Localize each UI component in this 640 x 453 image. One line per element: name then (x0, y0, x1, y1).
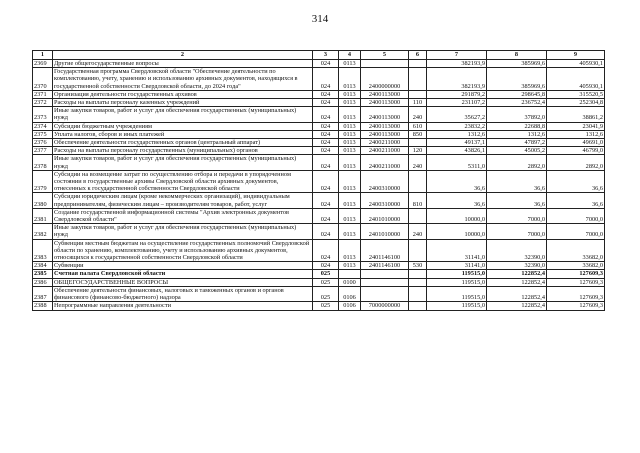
cell-c5 (361, 286, 409, 301)
table-row (33, 286, 605, 301)
table-row (33, 302, 605, 310)
cell-c6 (409, 286, 427, 301)
cell-c3: 024 (313, 60, 339, 68)
header-cell: 3 (313, 51, 339, 60)
cell-n: 2383 (33, 239, 53, 262)
cell-n: 2388 (33, 302, 53, 310)
cell-v8: 122852,4 (487, 270, 547, 278)
cell-c6: 240 (409, 155, 427, 170)
header-cell: 4 (339, 51, 361, 60)
cell-n: 2378 (33, 155, 53, 170)
header-cell: 7 (427, 51, 487, 60)
cell-c4: 0113 (339, 239, 361, 262)
cell-v8: 37892,0 (487, 107, 547, 122)
cell-c6: 240 (409, 107, 427, 122)
cell-v9: 38861,2 (547, 107, 605, 122)
table-row (33, 170, 605, 193)
cell-c4: 0113 (339, 90, 361, 98)
cell-c3: 024 (313, 262, 339, 270)
cell-c3: 024 (313, 99, 339, 107)
cell-c6 (409, 270, 427, 278)
cell-v7: 119515,0 (427, 278, 487, 286)
cell-c3: 024 (313, 155, 339, 170)
cell-c5: 2400310000 (361, 193, 409, 208)
cell-name: Иные закупки товаров, работ и услуг для обеспечения государственных (муниципальных) нужд (53, 107, 313, 122)
cell-c4: 0106 (339, 286, 361, 301)
cell-c3: 025 (313, 286, 339, 301)
header-cell: 8 (487, 51, 547, 60)
cell-name: Уплата налогов, сборов и иных платежей (53, 130, 313, 138)
cell-name: Государственная программа Свердловской области "Обеспечение деятельности по комплектованию, учету, хранению и использованию архивных документов, находящихся в государственной собственности Свердловской области, до 2024 года" (53, 68, 313, 91)
cell-v7: 36,6 (427, 193, 487, 208)
cell-c5: 2400113000 (361, 90, 409, 98)
cell-v9: 49691,0 (547, 139, 605, 147)
cell-n: 2373 (33, 107, 53, 122)
table-row (33, 262, 605, 270)
cell-c5: 2400310000 (361, 170, 409, 193)
cell-name: Субвенции (53, 262, 313, 270)
cell-v8: 36,6 (487, 170, 547, 193)
cell-n: 2384 (33, 262, 53, 270)
cell-name: Иные закупки товаров, работ и услуг для обеспечения государственных (муниципальных) нужд (53, 155, 313, 170)
cell-c3: 025 (313, 270, 339, 278)
cell-c5: 7000000000 (361, 302, 409, 310)
cell-c6 (409, 90, 427, 98)
cell-v9: 33682,0 (547, 239, 605, 262)
cell-v7: 43826,1 (427, 147, 487, 155)
cell-c3: 024 (313, 193, 339, 208)
table-row (33, 139, 605, 147)
cell-name: Субвенции местным бюджетам на осуществление государственных полномочий Свердловской области по хранению, комплектованию, учету и использованию архивных документов, относящихся к государственной собственности Свердловской области (53, 239, 313, 262)
cell-name: Другие общегосударственные вопросы (53, 60, 313, 68)
cell-c6 (409, 278, 427, 286)
cell-n: 2375 (33, 130, 53, 138)
cell-c6 (409, 208, 427, 223)
cell-v8: 122852,4 (487, 286, 547, 301)
cell-c3: 024 (313, 90, 339, 98)
cell-v9: 36,6 (547, 193, 605, 208)
cell-v9: 127609,3 (547, 302, 605, 310)
cell-c3: 025 (313, 302, 339, 310)
cell-v8: 22688,8 (487, 122, 547, 130)
cell-v7: 382193,9 (427, 60, 487, 68)
cell-v8: 298645,8 (487, 90, 547, 98)
cell-name: Непрограммные направления деятельности (53, 302, 313, 310)
cell-name: Субсидии на возмещение затрат по осуществлению отбора и передачи в упорядоченном состоянии в государственные архивы Свердловской области архивных документов, отнесенных к государственной собственности Свердловской области (53, 170, 313, 193)
cell-n: 2377 (33, 147, 53, 155)
cell-v7: 35627,2 (427, 107, 487, 122)
cell-c4: 0100 (339, 278, 361, 286)
cell-v9: 127609,3 (547, 278, 605, 286)
budget-table (32, 50, 605, 311)
cell-name: Счетная палата Свердловской области (53, 270, 313, 278)
cell-c4: 0106 (339, 302, 361, 310)
cell-c4: 0113 (339, 107, 361, 122)
cell-v9: 7000,0 (547, 208, 605, 223)
cell-v7: 5311,0 (427, 155, 487, 170)
header-cell: 5 (361, 51, 409, 60)
cell-v7: 10000,0 (427, 208, 487, 223)
cell-name: Создание государственной информационной системы "Архив электронных документов Свердловской области" (53, 208, 313, 223)
cell-v8: 236752,4 (487, 99, 547, 107)
cell-c4: 0113 (339, 99, 361, 107)
cell-c6: 240 (409, 224, 427, 239)
table-row (33, 270, 605, 278)
cell-n: 2386 (33, 278, 53, 286)
cell-c4: 0113 (339, 139, 361, 147)
cell-c4: 0113 (339, 224, 361, 239)
cell-c5: 2400113000 (361, 130, 409, 138)
cell-name: Расходы на выплаты персоналу казенных учреждений (53, 99, 313, 107)
cell-n: 2381 (33, 208, 53, 223)
cell-c4: 0113 (339, 155, 361, 170)
table-row (33, 155, 605, 170)
table-row (33, 278, 605, 286)
cell-name: ОБЩЕГОСУДАРСТВЕННЫЕ ВОПРОСЫ (53, 278, 313, 286)
cell-name: Организация деятельности государственных архивов (53, 90, 313, 98)
header-cell: 6 (409, 51, 427, 60)
table-row (33, 147, 605, 155)
cell-c6: 850 (409, 130, 427, 138)
cell-c6 (409, 170, 427, 193)
cell-c4: 0113 (339, 262, 361, 270)
cell-v9: 405930,1 (547, 60, 605, 68)
cell-n: 2369 (33, 60, 53, 68)
cell-v7: 31141,0 (427, 262, 487, 270)
cell-v9: 2892,0 (547, 155, 605, 170)
cell-n: 2382 (33, 224, 53, 239)
cell-c6: 110 (409, 99, 427, 107)
cell-v9: 405930,1 (547, 68, 605, 91)
cell-c5: 2401010000 (361, 224, 409, 239)
cell-c4: 0113 (339, 193, 361, 208)
cell-v7: 10000,0 (427, 224, 487, 239)
cell-c3: 024 (313, 170, 339, 193)
cell-v7: 36,6 (427, 170, 487, 193)
table-row (33, 224, 605, 239)
cell-name: Иные закупки товаров, работ и услуг для обеспечения государственных (муниципальных) нужд (53, 224, 313, 239)
cell-v9: 36,6 (547, 170, 605, 193)
cell-name: Субсидии юридическим лицам (кроме некоммерческих организаций), индивидуальным предпринимателям, физическим лицам – производителям товаров, работ, услуг (53, 193, 313, 208)
cell-c4: 0113 (339, 170, 361, 193)
cell-c5: 2400113000 (361, 99, 409, 107)
table-row (33, 208, 605, 223)
cell-n: 2379 (33, 170, 53, 193)
cell-c4: 0113 (339, 208, 361, 223)
table-row (33, 68, 605, 91)
cell-c5: 2401146100 (361, 239, 409, 262)
cell-c5: 2401010000 (361, 208, 409, 223)
cell-c5: 2400113000 (361, 107, 409, 122)
cell-c6 (409, 60, 427, 68)
cell-v7: 119515,0 (427, 286, 487, 301)
cell-c5 (361, 270, 409, 278)
table-row (33, 107, 605, 122)
cell-c3: 024 (313, 139, 339, 147)
cell-v7: 382193,9 (427, 68, 487, 91)
cell-c5 (361, 60, 409, 68)
cell-v9: 23041,9 (547, 122, 605, 130)
cell-c3: 024 (313, 68, 339, 91)
cell-c3: 024 (313, 130, 339, 138)
cell-c5: 2400211000 (361, 147, 409, 155)
cell-v8: 385969,6 (487, 60, 547, 68)
table-row (33, 193, 605, 208)
table-row (33, 60, 605, 68)
header-cell: 9 (547, 51, 605, 60)
cell-c6: 530 (409, 262, 427, 270)
table-body (33, 60, 605, 311)
header-cell: 2 (53, 51, 313, 60)
cell-v8: 32390,0 (487, 262, 547, 270)
cell-c4: 0113 (339, 68, 361, 91)
cell-c3: 024 (313, 239, 339, 262)
cell-c6: 120 (409, 147, 427, 155)
cell-v8: 385969,6 (487, 68, 547, 91)
cell-c4: 0113 (339, 130, 361, 138)
table-row (33, 90, 605, 98)
cell-v8: 2892,0 (487, 155, 547, 170)
cell-n: 2372 (33, 99, 53, 107)
cell-c5: 2400211000 (361, 139, 409, 147)
cell-c6 (409, 239, 427, 262)
cell-v8: 36,6 (487, 193, 547, 208)
cell-c6: 610 (409, 122, 427, 130)
cell-n: 2371 (33, 90, 53, 98)
cell-c5: 2400211000 (361, 155, 409, 170)
cell-v9: 1312,6 (547, 130, 605, 138)
cell-c4: 0113 (339, 147, 361, 155)
cell-v7: 231107,2 (427, 99, 487, 107)
cell-n: 2370 (33, 68, 53, 91)
header-cell: 1 (33, 51, 53, 60)
cell-name: Расходы на выплаты персоналу государственных (муниципальных) органов (53, 147, 313, 155)
cell-n: 2387 (33, 286, 53, 301)
cell-c4: 0113 (339, 122, 361, 130)
cell-n: 2376 (33, 139, 53, 147)
cell-c5 (361, 278, 409, 286)
cell-n: 2380 (33, 193, 53, 208)
cell-c3: 024 (313, 122, 339, 130)
cell-v7: 119515,0 (427, 270, 487, 278)
cell-c3: 025 (313, 278, 339, 286)
cell-n: 2374 (33, 122, 53, 130)
cell-v7: 49137,1 (427, 139, 487, 147)
cell-v9: 315520,5 (547, 90, 605, 98)
cell-v9: 252304,8 (547, 99, 605, 107)
cell-v8: 122852,4 (487, 302, 547, 310)
cell-v7: 23832,2 (427, 122, 487, 130)
cell-c3: 024 (313, 107, 339, 122)
cell-v9: 127609,3 (547, 270, 605, 278)
cell-c6 (409, 139, 427, 147)
header-row (33, 51, 605, 60)
cell-c4: 0113 (339, 60, 361, 68)
cell-c5: 2400000000 (361, 68, 409, 91)
cell-c5: 2401146100 (361, 262, 409, 270)
cell-c6: 810 (409, 193, 427, 208)
cell-v8: 1312,6 (487, 130, 547, 138)
cell-c3: 024 (313, 224, 339, 239)
cell-c4 (339, 270, 361, 278)
table-row (33, 130, 605, 138)
cell-n: 2385 (33, 270, 53, 278)
cell-v7: 291879,2 (427, 90, 487, 98)
cell-v9: 46799,0 (547, 147, 605, 155)
cell-c6 (409, 302, 427, 310)
cell-c6 (409, 68, 427, 91)
cell-c3: 024 (313, 147, 339, 155)
cell-name: Субсидии бюджетным учреждениям (53, 122, 313, 130)
cell-v9: 7000,0 (547, 224, 605, 239)
cell-v8: 32390,0 (487, 239, 547, 262)
cell-v7: 31141,0 (427, 239, 487, 262)
cell-c3: 024 (313, 208, 339, 223)
table-row (33, 239, 605, 262)
cell-name: Обеспечение деятельности финансовых, налоговых и таможенных органов и органов финансового (финансово-бюджетного) надзора (53, 286, 313, 301)
cell-v8: 7000,0 (487, 224, 547, 239)
cell-c5: 2400113000 (361, 122, 409, 130)
cell-v8: 122852,4 (487, 278, 547, 286)
cell-v9: 127609,3 (547, 286, 605, 301)
cell-v8: 45005,2 (487, 147, 547, 155)
cell-v7: 119515,0 (427, 302, 487, 310)
cell-v9: 33682,0 (547, 262, 605, 270)
cell-v8: 7000,0 (487, 208, 547, 223)
table-row (33, 99, 605, 107)
cell-name: Обеспечение деятельности государственных органов (центральный аппарат) (53, 139, 313, 147)
table-row (33, 122, 605, 130)
page-number: 314 (311, 13, 329, 25)
cell-v8: 47897,2 (487, 139, 547, 147)
cell-v7: 1312,6 (427, 130, 487, 138)
